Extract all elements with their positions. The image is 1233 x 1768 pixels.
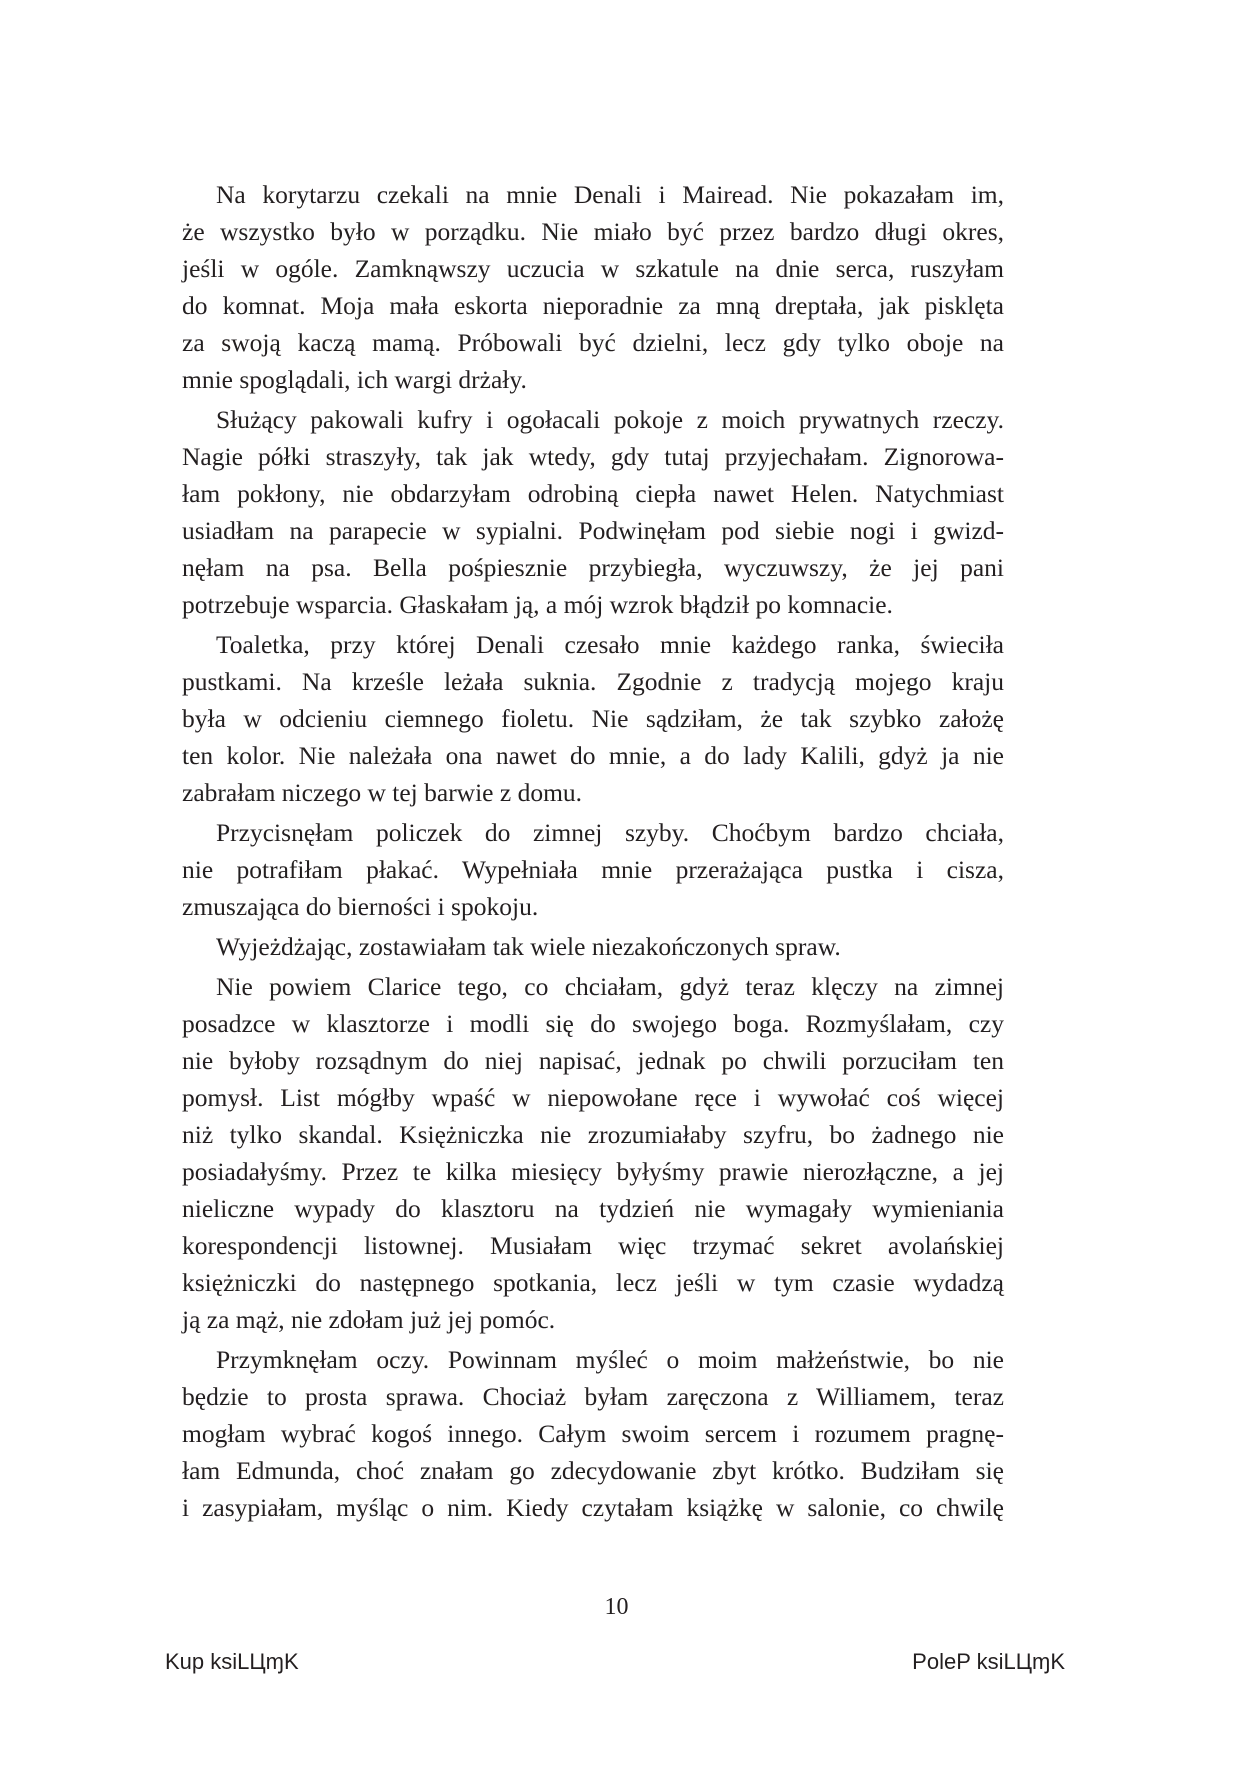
text-line: Wyjeżdżając, zostawiałam tak wiele niezakończonych spraw.	[216, 932, 841, 961]
text-line: łam pokłony, nie obdarzyłam odrobiną ciepła nawet Helen. Natychmiast	[182, 479, 1004, 508]
text-line: łam Edmunda, choć znałam go zdecydowanie zbyt krótko. Budziłam się	[182, 1456, 1004, 1485]
text-line: nie potrafiłam płakać. Wypełniała mnie przerażająca pustka i cisza,	[182, 855, 1004, 884]
text-line: mogłam wybrać kogoś innego. Całym swoim sercem i rozumem pragnę-	[182, 1419, 1004, 1448]
text-line: zabrałam niczego w tej barwie z domu.	[182, 778, 583, 807]
text-line: ten kolor. Nie należała ona nawet do mnie, a do lady Kalili, gdyż ja nie	[182, 741, 1004, 770]
text-line: nieliczne wypady do klasztoru na tydzień nie wymagały wymieniania	[182, 1194, 1004, 1223]
text-line: Na korytarzu czekali na mnie Denali i Mairead. Nie pokazałam im,	[216, 180, 1004, 209]
text-line: była w odcieniu ciemnego fioletu. Nie sądziłam, że tak szybko założę	[182, 704, 1004, 733]
text-line: Przymknęłam oczy. Powinnam myśleć o moim małżeństwie, bo nie	[216, 1345, 1004, 1374]
paragraph	[182, 968, 1004, 1338]
text-line: zmuszająca do bierności i spokoju.	[182, 892, 539, 921]
text-line: usiadłam na parapecie w sypialni. Podwinęłam pod siebie nogi i gwizd-	[182, 516, 1004, 545]
buy-book-link[interactable]: Kup ksiLЦɱK	[165, 1649, 299, 1674]
text-line: posiadałyśmy. Przez te kilka miesięcy byłyśmy prawie nierozłączne, a jej	[182, 1157, 1004, 1186]
text-line: posadzce w klasztorze i modli się do swojego boga. Rozmyślałam, czy	[182, 1009, 1004, 1038]
text-line: korespondencji listownej. Musiałam więc trzymać sekret avolańskiej	[182, 1231, 1004, 1260]
paragraph	[182, 401, 1004, 623]
body-text	[182, 176, 1004, 1529]
text-line: nęłam na psa. Bella pośpiesznie przybiegła, wyczuwszy, że jej pani	[182, 553, 1004, 582]
paragraph	[182, 626, 1004, 811]
text-line: za swoją kaczą mamą. Próbowali być dzielni, lecz gdy tylko oboje na	[182, 328, 1004, 357]
text-line: Nie powiem Clarice tego, co chciałam, gdyż teraz klęczy na zimnej	[216, 972, 1004, 1001]
text-line: i zasypiałam, myśląc o nim. Kiedy czytałam książkę w salonie, co chwilę	[182, 1493, 1004, 1522]
paragraph	[182, 1341, 1004, 1526]
text-line: pomysł. List mógłby wpaść w niepowołane ręce i wywołać coś więcej	[182, 1083, 1004, 1112]
text-line: Służący pakowali kufry i ogołacali pokoje z moich prywatnych rzeczy.	[216, 405, 1004, 434]
paragraph	[182, 176, 1004, 398]
text-line: że wszystko było w porządku. Nie miało być przez bardzo długi okres,	[182, 217, 1004, 246]
text-line: ją za mąż, nie zdołam już jej pomóc.	[182, 1305, 556, 1334]
text-line: potrzebuje wsparcia. Głaskałam ją, a mój wzrok błądził po komnacie.	[182, 590, 893, 619]
text-line: do komnat. Moja mała eskorta nieporadnie za mną dreptała, jak pisklęta	[182, 291, 1004, 320]
text-line: jeśli w ogóle. Zamknąwszy uczucia w szkatule na dnie serca, ruszyłam	[182, 254, 1004, 283]
text-line: niż tylko skandal. Księżniczka nie zrozumiałaby szyfru, bo żadnego nie	[182, 1120, 1004, 1149]
recommend-book-link[interactable]: PoleP ksiLЦɱK	[912, 1649, 1065, 1674]
text-line: nie byłoby rozsądnym do niej napisać, jednak po chwili porzuciłam ten	[182, 1046, 1004, 1075]
text-line: księżniczki do następnego spotkania, lecz jeśli w tym czasie wydadzą	[182, 1268, 1004, 1297]
paragraph	[182, 928, 1004, 965]
paragraph	[182, 814, 1004, 925]
page-number: 10	[604, 1594, 629, 1620]
text-line: Przycisnęłam policzek do zimnej szyby. Choćbym bardzo chciała,	[216, 818, 1004, 847]
text-line: Nagie półki straszyły, tak jak wtedy, gdy tutaj przyjechałam. Zignorowa-	[182, 442, 1004, 471]
text-line: pustkami. Na krześle leżała suknia. Zgodnie z tradycją mojego kraju	[182, 667, 1004, 696]
text-line: będzie to prosta sprawa. Chociaż byłam zaręczona z Williamem, teraz	[182, 1382, 1004, 1411]
text-line: Toaletka, przy której Denali czesało mnie każdego ranka, świeciła	[216, 630, 1004, 659]
text-line: mnie spoglądali, ich wargi drżały.	[182, 365, 527, 394]
